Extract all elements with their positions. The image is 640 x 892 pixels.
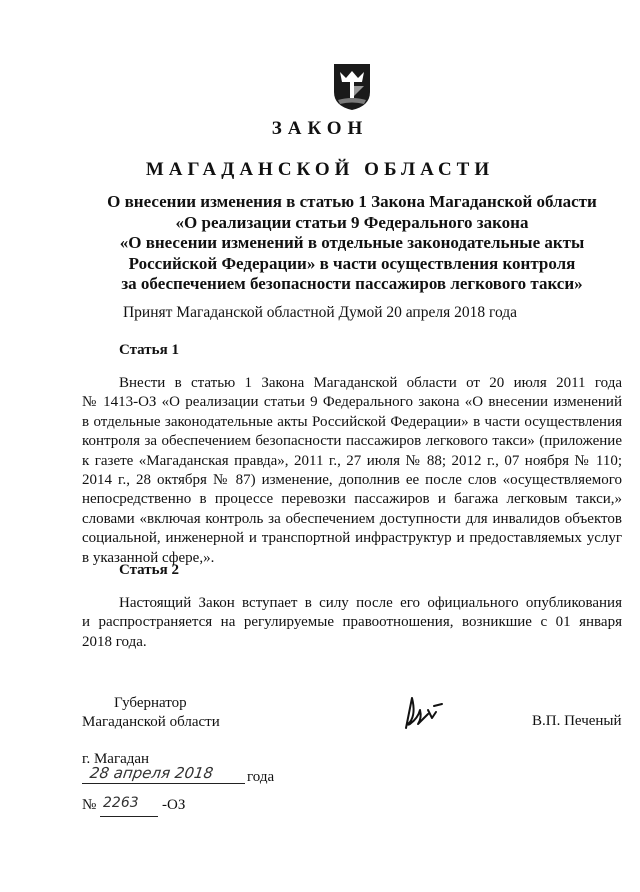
body-line: словами «включая контроль за обеспечением доступности для инвалидов объектов <box>82 510 622 527</box>
body-line: в отдельные законодательные акты Российской Федерации» в части осуществления <box>82 413 622 430</box>
article-1-body <box>82 374 622 568</box>
article-1-heading: Статья 1 <box>119 342 179 358</box>
governor-title-line: Губернатор <box>114 695 187 711</box>
year-word: года <box>247 769 275 785</box>
governor-title-line: Магаданской области <box>82 714 220 731</box>
magadan-coat-of-arms-icon <box>332 62 372 112</box>
subject-line: «О реализации статьи 9 Федерального закона <box>175 212 529 232</box>
body-line: Настоящий Закон вступает в силу после его официального опубликования <box>119 595 622 611</box>
date-underline <box>82 783 245 784</box>
law-subject <box>82 192 622 295</box>
subject-line: «О внесении изменений в отдельные законодательные акты <box>119 233 585 252</box>
law-number-suffix: -ОЗ <box>162 797 186 813</box>
body-line: непосредственно в процессе перевозки пассажиров и багажа легковым такси,» <box>82 491 622 508</box>
subject-line: Российской Федерации» в части осуществления контроля <box>128 253 576 273</box>
law-title: ЗАКОН <box>271 118 369 139</box>
region-title: МАГАДАНСКОЙ ОБЛАСТИ <box>145 159 495 180</box>
body-line: Внести в статью 1 Закона Магаданской области от 20 июля 2011 года <box>119 375 622 391</box>
signer-name: В.П. Печеный <box>532 713 622 729</box>
adoption-note: Принят Магаданской областной Думой 20 апреля 2018 года <box>122 304 518 321</box>
body-line: 2018 года. <box>82 633 147 650</box>
body-line: и распространяется на регулируемые правоотношения, возникшие с 01 января <box>82 614 622 631</box>
law-number: 2263 <box>103 795 139 811</box>
body-line: 2014 г., 28 октября № 87) изменение, дополнив ее после слов «осуществляемого <box>82 472 622 489</box>
subject-line: О внесении изменения в статью 1 Закона Магаданской области <box>107 192 597 211</box>
signing-city: г. Магадан <box>82 751 150 767</box>
number-underline <box>100 816 158 817</box>
governor-title <box>82 694 220 733</box>
article-2-body <box>82 594 622 652</box>
subject-line: за обеспечением безопасности пассажиров легкового такси» <box>121 274 583 293</box>
handwritten-signature <box>398 688 458 732</box>
body-line: к газете «Магаданская правда», 2011 г., 27 июля № 88; 2012 г., 07 ноября № 110; <box>82 452 622 469</box>
body-line: контроля за обеспечением безопасности пассажиров легкового такси» (приложение <box>82 433 622 450</box>
signing-date: 28 апреля 2018 <box>88 764 215 782</box>
law-number-label: № <box>82 797 97 813</box>
body-line: № 1413-ОЗ «О реализации статьи 9 Федерального закона «О внесении изменений <box>82 394 622 411</box>
article-2-heading: Статья 2 <box>119 562 179 578</box>
body-line: в указанной сфере,». <box>82 549 215 566</box>
body-line: социальной, инженерной и транспортной инфраструктур и предоставляемых услуг <box>82 530 622 547</box>
